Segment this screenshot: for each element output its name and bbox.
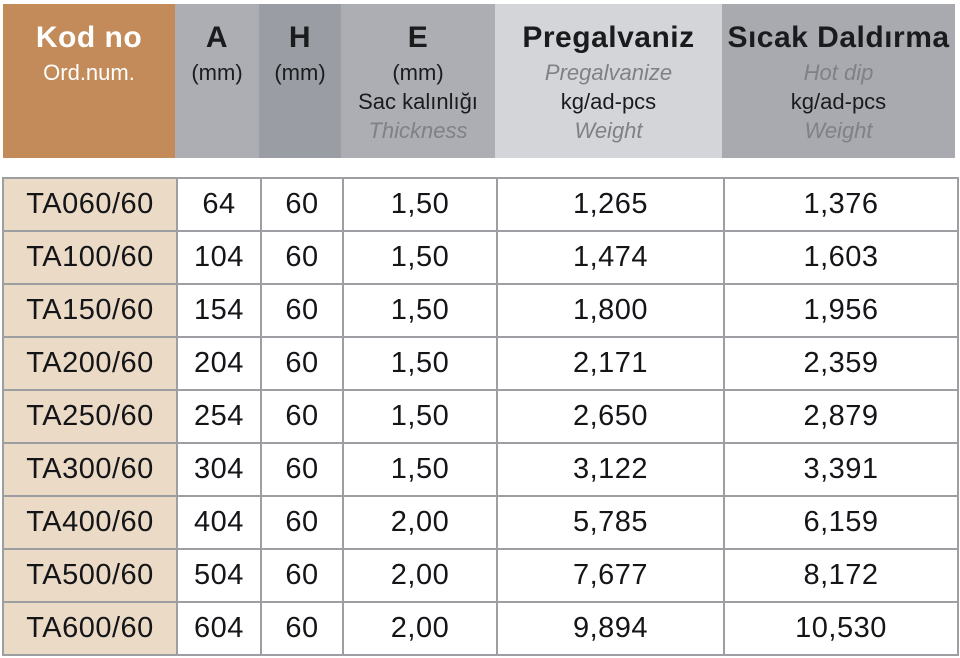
cell-a: 254 [177,390,261,443]
cell-code: TA600/60 [3,602,177,655]
cell-h: 60 [261,602,343,655]
cell-code: TA150/60 [3,284,177,337]
spec-table [2,177,959,656]
table-row [3,284,958,337]
header-hot-dip-en: Hot dip [803,60,874,85]
header-pregalvanize-en: Pregalvanize [544,60,673,85]
header-pregalvaniz-weight: Weight [574,118,643,143]
cell-e: 2,00 [343,549,497,602]
header-col-sicak-daldirma [722,4,955,158]
header-title-sicak-daldirma: Sıcak Daldırma [727,21,950,54]
table-row [3,496,958,549]
cell-code: TA400/60 [3,496,177,549]
cell-sicak: 10,530 [724,602,958,655]
cell-pregalvaniz: 9,894 [497,602,724,655]
header-title-pregalvaniz: Pregalvaniz [522,21,695,54]
cell-h: 60 [261,337,343,390]
table-row [3,231,958,284]
header-title-e: E [407,21,429,54]
cell-sicak: 8,172 [724,549,958,602]
cell-a: 304 [177,443,261,496]
cell-e: 1,50 [343,231,497,284]
cell-sicak: 6,159 [724,496,958,549]
cell-e: 1,50 [343,390,497,443]
cell-sicak: 3,391 [724,443,958,496]
cell-code: TA300/60 [3,443,177,496]
table-row [3,390,958,443]
cell-a: 154 [177,284,261,337]
header-unit-e: (mm) [392,60,444,85]
cell-code: TA100/60 [3,231,177,284]
spec-table-container [2,177,959,656]
cell-pregalvaniz: 2,650 [497,390,724,443]
cell-a: 404 [177,496,261,549]
header-title-a: A [205,21,229,54]
cell-code: TA250/60 [3,390,177,443]
header-unit-h: (mm) [274,60,326,85]
header-col-kod-no [3,4,175,158]
table-row [3,443,958,496]
header-title-h: H [288,21,312,54]
cell-sicak: 1,376 [724,178,958,231]
header-unit-a: (mm) [191,60,243,85]
cell-h: 60 [261,549,343,602]
cell-sicak: 2,879 [724,390,958,443]
cell-a: 604 [177,602,261,655]
cell-h: 60 [261,496,343,549]
header-sub-ord-num: Ord.num. [43,60,135,85]
table-row [3,549,958,602]
table-row [3,178,958,231]
cell-e: 1,50 [343,443,497,496]
header-col-pregalvaniz [495,4,722,158]
cell-code: TA060/60 [3,178,177,231]
header-col-h [259,4,341,158]
cell-h: 60 [261,178,343,231]
cell-code: TA200/60 [3,337,177,390]
cell-pregalvaniz: 1,474 [497,231,724,284]
cell-e: 1,50 [343,178,497,231]
cell-a: 64 [177,178,261,231]
cell-a: 104 [177,231,261,284]
header-pregalvaniz-unit: kg/ad-pcs [560,89,657,114]
cell-pregalvaniz: 1,265 [497,178,724,231]
cell-h: 60 [261,284,343,337]
cell-e: 1,50 [343,337,497,390]
cell-pregalvaniz: 2,171 [497,337,724,390]
cell-code: TA500/60 [3,549,177,602]
cell-a: 504 [177,549,261,602]
header-title-kod-no: Kod no [35,21,143,54]
cell-h: 60 [261,443,343,496]
cell-sicak: 1,603 [724,231,958,284]
cell-a: 204 [177,337,261,390]
cell-h: 60 [261,390,343,443]
cell-sicak: 2,359 [724,337,958,390]
header-col-e [341,4,495,158]
table-row [3,602,958,655]
header-sicak-unit: kg/ad-pcs [790,89,887,114]
cell-e: 1,50 [343,284,497,337]
table-row [3,337,958,390]
header-sicak-weight: Weight [804,118,873,143]
cell-pregalvaniz: 1,800 [497,284,724,337]
cell-sicak: 1,956 [724,284,958,337]
spec-table-body [3,178,958,655]
header-thickness-tr: Sac kalınlığı [358,89,478,114]
cell-pregalvaniz: 3,122 [497,443,724,496]
header-thickness-en: Thickness [368,118,468,143]
cell-pregalvaniz: 7,677 [497,549,724,602]
cell-h: 60 [261,231,343,284]
cell-pregalvaniz: 5,785 [497,496,724,549]
table-header [3,4,955,158]
cell-e: 2,00 [343,496,497,549]
header-col-a [175,4,259,158]
cell-e: 2,00 [343,602,497,655]
